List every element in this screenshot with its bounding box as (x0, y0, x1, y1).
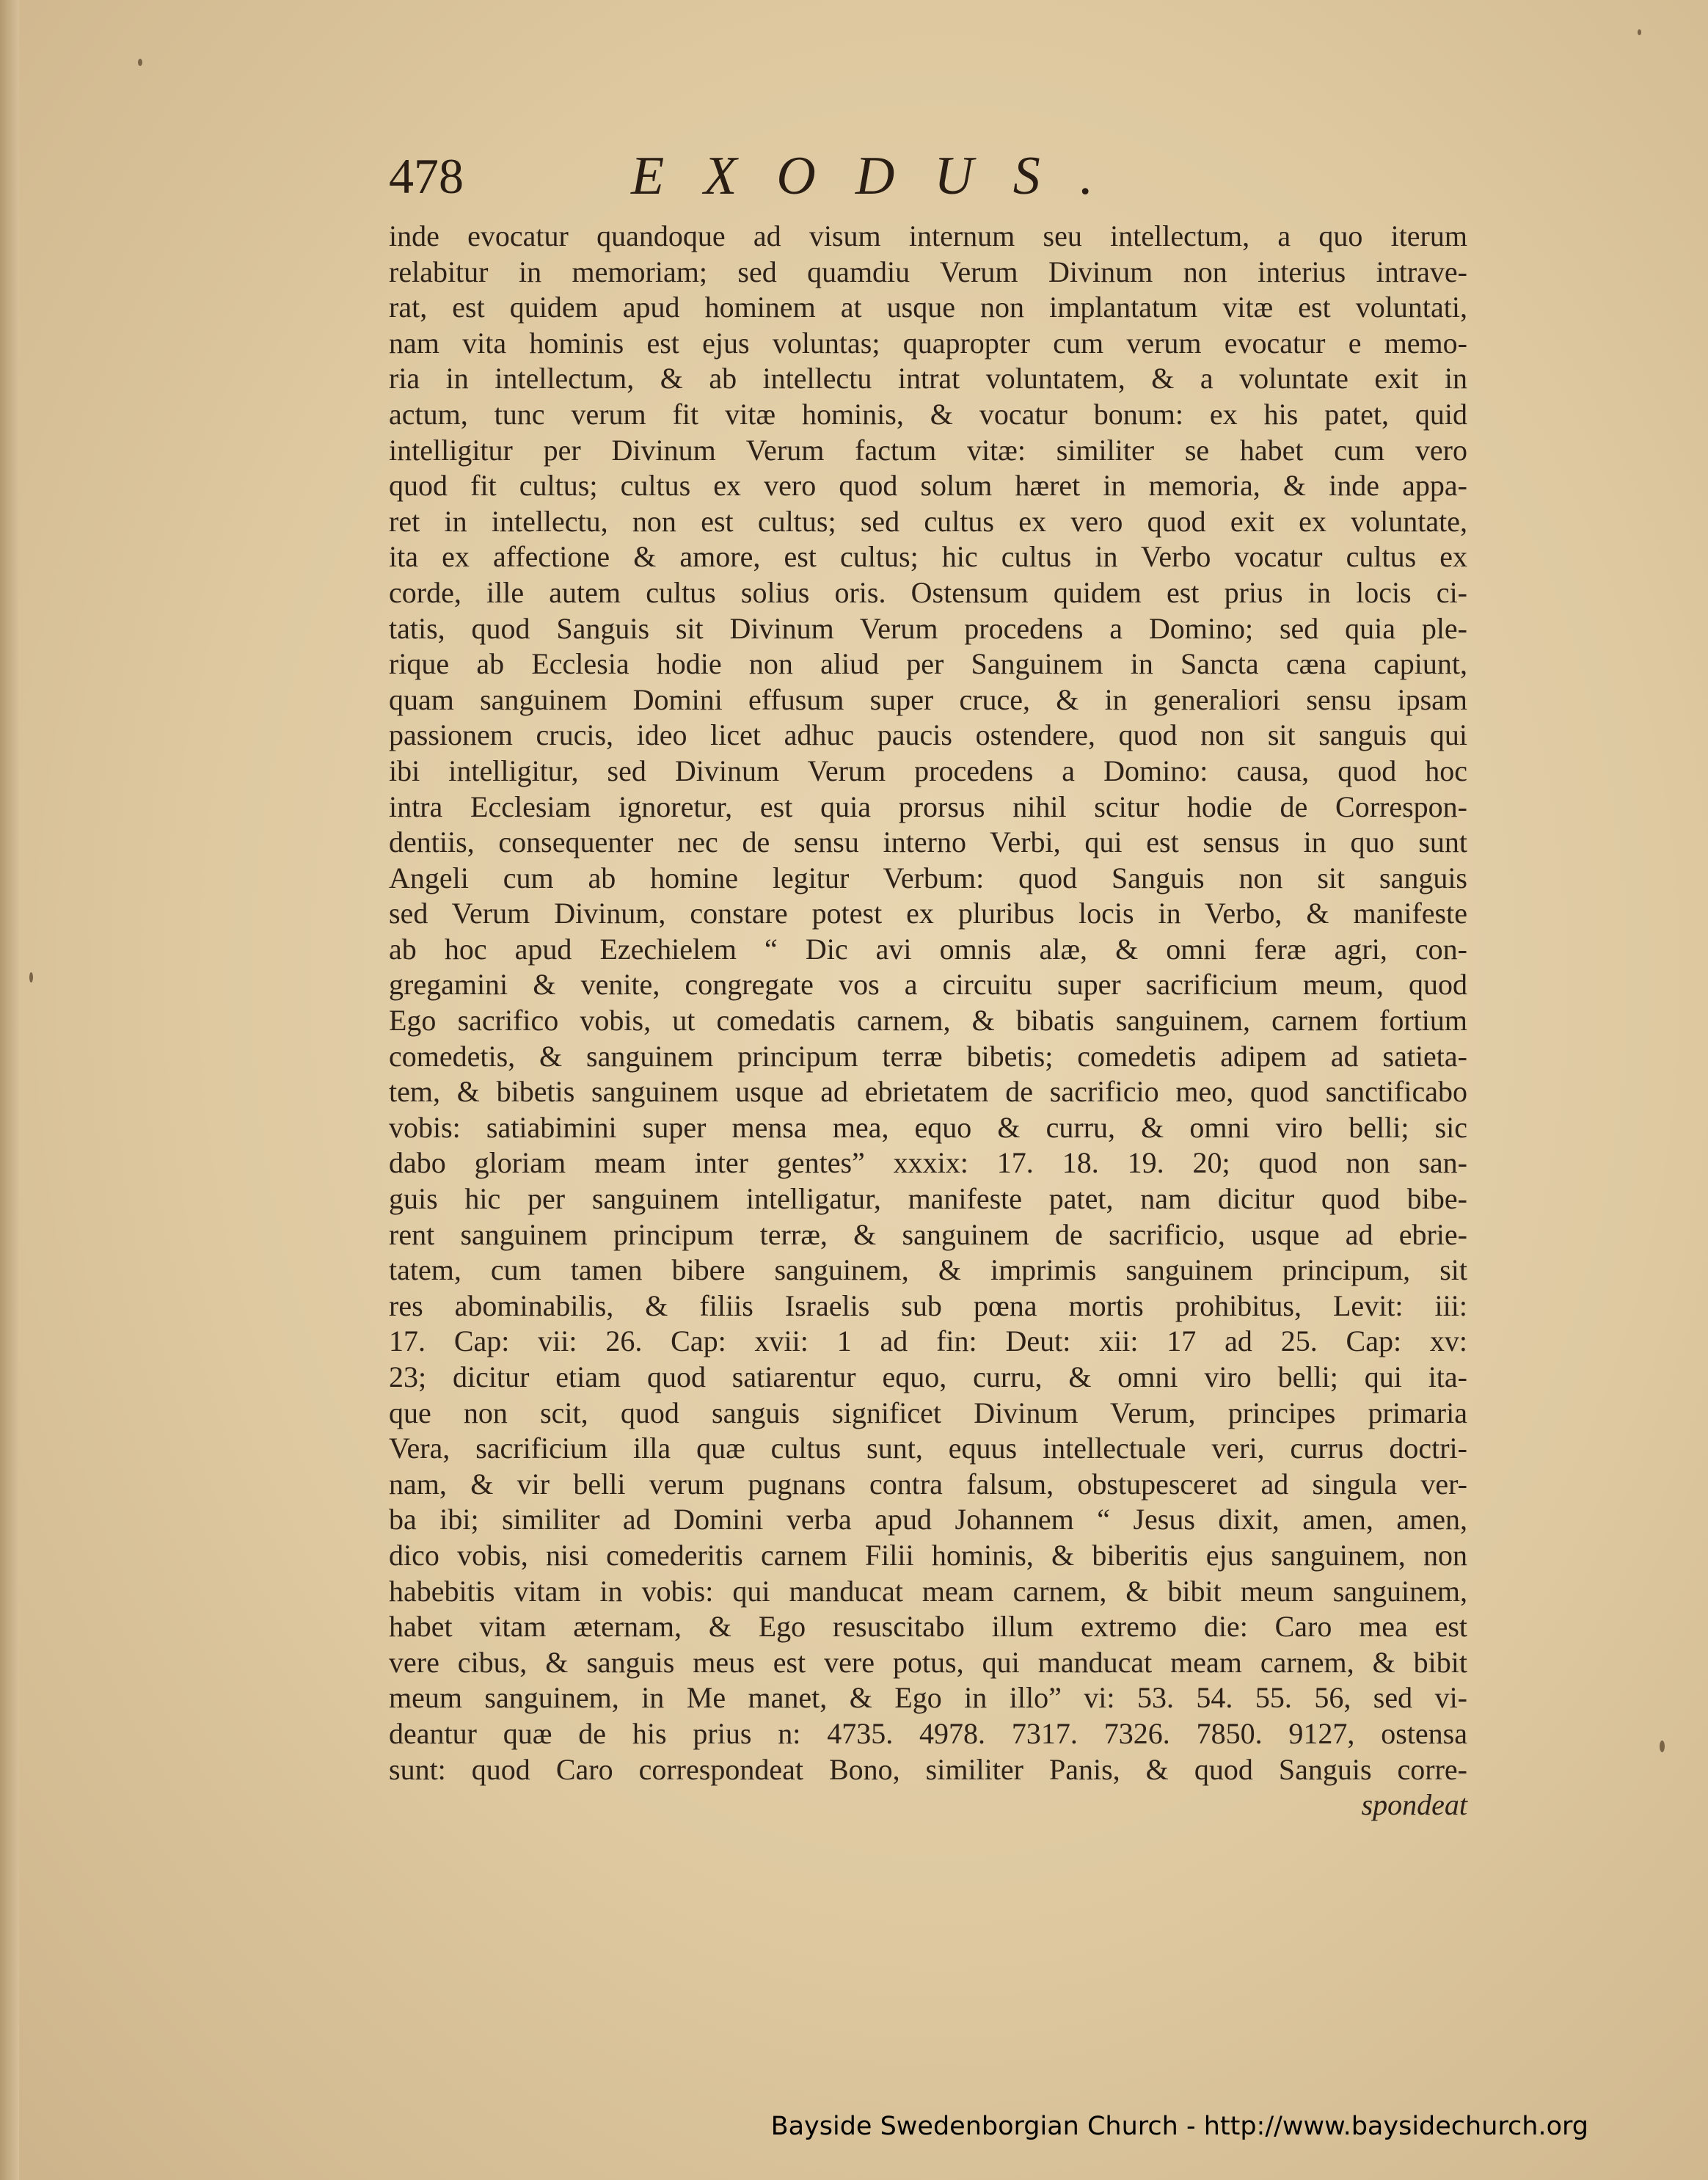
text-line: ita ex affectione & amore, est cultus; hic cultus in Verbo vocatur cultus ex (389, 540, 1467, 574)
text-line: ba ibi; similiter ad Domini verba apud Johannem “ Jesus dixit, amen, amen, (389, 1503, 1467, 1536)
text-line: ab hoc apud Ezechielem “ Dic avi omnis alæ, & omni feræ agri, con- (389, 932, 1467, 966)
running-head (389, 143, 1475, 209)
page-gutter (0, 0, 19, 2180)
text-line: rent sanguinem principum terræ, & sanguinem de sacrificio, usque ad ebrie- (389, 1217, 1467, 1251)
text-line: gregamini & venite, congregate vos a circuitu super sacrificium meum, quod (389, 968, 1467, 1002)
text-line: vere cibus, & sanguis meus est vere potus, qui manducat meam carnem, & bibit (389, 1645, 1467, 1679)
text-line: tatis, quod Sanguis sit Divinum Verum procedens a Domino; sed quia ple- (389, 611, 1467, 645)
text-line: tem, & bibetis sanguinem usque ad ebrietatem de sacrificio meo, quod sanctificabo (389, 1075, 1467, 1109)
text-line: 23; dicitur etiam quod satiarentur equo, curru, & omni viro belli; qui ita- (389, 1360, 1467, 1393)
text-line: sed Verum Divinum, constare potest ex pluribus locis in Verbo, & manifeste (389, 897, 1467, 930)
text-line: spondeat (1361, 1788, 1467, 1822)
text-line: vobis: satiabimini super mensa mea, equo & curru, & omni viro belli; sic (389, 1110, 1467, 1144)
text-line: Vera, sacrificium illa quæ cultus sunt, equus intellectuale veri, currus doctri- (389, 1432, 1467, 1465)
text-line: guis hic per sanguinem intelligatur, manifeste patet, nam dicitur quod bibe- (389, 1182, 1467, 1216)
text-line: sunt: quod Caro correspondeat Bono, similiter Panis, & quod Sanguis corre- (389, 1752, 1467, 1786)
text-line: dabo gloriam meam inter gentes” xxxix: 17. 18. 19. 20; quod non san- (389, 1146, 1467, 1180)
text-line: intelligitur per Divinum Verum factum vitæ: similiter se habet cum vero (389, 433, 1467, 467)
body-text (389, 219, 1467, 1823)
page-number: 478 (389, 148, 464, 204)
text-line: que non scit, quod sanguis significet Divinum Verum, principes primaria (389, 1396, 1467, 1429)
text-line: nam vita hominis est ejus voluntas; quapropter cum verum evocatur e memo- (389, 326, 1467, 360)
text-line: nam, & vir belli verum pugnans contra falsum, obstupesceret ad singula ver- (389, 1467, 1467, 1501)
text-line: dico vobis, nisi comederitis carnem Filii hominis, & biberitis ejus sanguinem, non (389, 1538, 1467, 1572)
text-line: res abominabilis, & filiis Israelis sub pœna mortis prohibitus, Levit: iii: (389, 1288, 1467, 1322)
text-line: ibi intelligitur, sed Divinum Verum procedens a Domino: causa, quod hoc (389, 754, 1467, 787)
text-line: habebitis vitam in vobis: qui manducat meam carnem, & bibit meum sanguinem, (389, 1574, 1467, 1608)
text-line: rique ab Ecclesia hodie non aliud per Sanguinem in Sancta cæna capiunt, (389, 647, 1467, 681)
book-title: EXODUS. (631, 146, 1134, 206)
text-line: 17. Cap: vii: 26. Cap: xvii: 1 ad fin: Deut: xii: 17 ad 25. Cap: xv: (389, 1324, 1467, 1358)
paper-speck (1660, 1740, 1665, 1752)
text-line: relabitur in memoriam; sed quamdiu Verum Divinum non interius intrave- (389, 255, 1467, 288)
text-line: dentiis, consequenter nec de sensu interno Verbi, qui est sensus in quo sunt (389, 825, 1467, 859)
text-line: passionem crucis, ideo licet adhuc paucis ostendere, quod non sit sanguis qui (389, 718, 1467, 752)
text-line: Ego sacrifico vobis, ut comedatis carnem, & bibatis sanguinem, carnem fortium (389, 1004, 1467, 1038)
text-line: ret in intellectu, non est cultus; sed cultus ex vero quod exit ex voluntate, (389, 504, 1467, 538)
text-line: habet vitam æternam, & Ego resuscitabo illum extremo die: Caro mea est (389, 1610, 1467, 1644)
text-line: actum, tunc verum fit vitæ hominis, & vocatur bonum: ex his patet, quid (389, 397, 1467, 431)
text-line: quam sanguinem Domini effusum super cruce, & in generaliori sensu ipsam (389, 682, 1467, 716)
text-line: intra Ecclesiam ignoretur, est quia prorsus nihil scitur hodie de Correspon- (389, 790, 1467, 823)
text-line: ria in intellectum, & ab intellectu intrat voluntatem, & a voluntate exit in (389, 362, 1467, 395)
text-line: deantur quæ de his prius n: 4735. 4978. 7317. 7326. 7850. 9127, ostensa (389, 1716, 1467, 1750)
text-line: comedetis, & sanguinem principum terræ bibetis; comedetis adipem ad satieta- (389, 1039, 1467, 1073)
paper-speck (1638, 29, 1641, 35)
text-line: corde, ille autem cultus solius oris. Ostensum quidem est prius in locis ci- (389, 575, 1467, 609)
text-line: inde evocatur quandoque ad visum internum seu intellectum, a quo iterum (389, 219, 1467, 252)
text-line: Angeli cum ab homine legitur Verbum: quod Sanguis non sit sanguis (389, 861, 1467, 894)
text-line: quod fit cultus; cultus ex vero quod solum hæret in memoria, & inde appa- (389, 469, 1467, 503)
text-line: meum sanguinem, in Me manet, & Ego in illo” vi: 53. 54. 55. 56, sed vi- (389, 1681, 1467, 1715)
source-credit: Bayside Swedenborgian Church - http://www.baysidechurch.org (770, 2112, 1588, 2141)
paper-speck (138, 59, 142, 66)
text-line: tatem, cum tamen bibere sanguinem, & imprimis sanguinem principum, sit (389, 1253, 1467, 1287)
paper-speck (29, 972, 33, 983)
text-line: rat, est quidem apud hominem at usque non implantatum vitæ est voluntati, (389, 291, 1467, 324)
